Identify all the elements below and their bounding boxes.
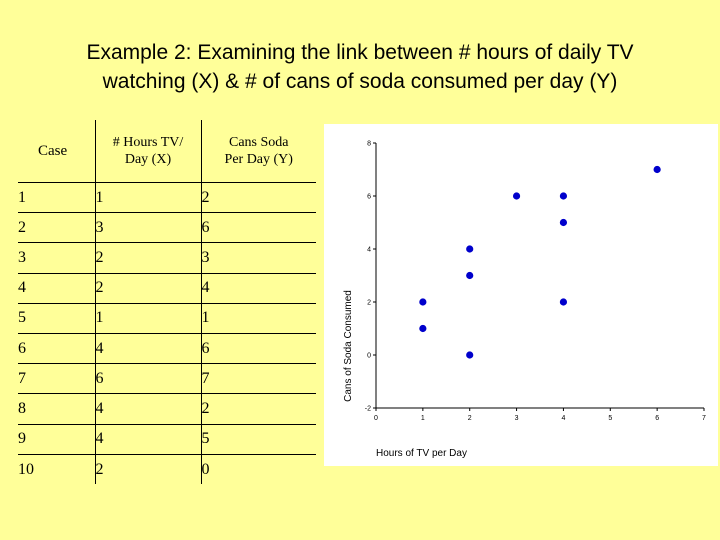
- table-row: [18, 394, 316, 424]
- table-row: [18, 424, 316, 454]
- cell-hours: 4: [95, 424, 201, 454]
- table-row: [18, 333, 316, 363]
- cell-soda: 1: [201, 303, 316, 333]
- header-hours-line-2: Day (X): [124, 152, 172, 167]
- title-line-1: Example 2: Examining the link between # hours of daily TV: [86, 41, 634, 64]
- y-tick-label: 8: [367, 140, 371, 148]
- x-tick-label: 7: [702, 415, 706, 422]
- data-point: [466, 351, 473, 358]
- header-hours: [95, 120, 201, 183]
- cell-case: 8: [18, 394, 95, 424]
- y-tick-label: 6: [367, 193, 371, 201]
- table-row: [18, 364, 316, 394]
- data-point: [560, 298, 567, 305]
- cell-case: 5: [18, 303, 95, 333]
- x-tick-label: 5: [608, 415, 613, 422]
- x-tick-label: 4: [561, 415, 566, 422]
- data-point: [466, 245, 473, 252]
- y-axis-ticks: [365, 141, 376, 413]
- cell-hours: 2: [95, 243, 201, 273]
- cell-case: 7: [18, 364, 95, 394]
- x-tick-label: 3: [514, 415, 519, 422]
- cell-case: 6: [18, 333, 95, 363]
- cell-soda: 6: [201, 213, 316, 243]
- y-tick-label: 4: [367, 246, 371, 254]
- cell-soda: 7: [201, 364, 316, 394]
- cell-hours: 2: [95, 273, 201, 303]
- table-row: [18, 183, 316, 213]
- cell-case: 1: [18, 183, 95, 213]
- x-tick-label: 2: [467, 415, 472, 422]
- x-tick-label: 0: [374, 415, 378, 422]
- header-hours-line-1: # Hours TV/: [112, 135, 184, 150]
- cell-case: 9: [18, 424, 95, 454]
- cell-soda: 2: [201, 183, 316, 213]
- data-point: [513, 192, 520, 199]
- x-axis-ticks: [374, 408, 706, 422]
- header-soda-line-1: Cans Soda: [229, 135, 289, 150]
- scatter-chart: [324, 124, 718, 466]
- header-soda-line-2: Per Day (Y): [224, 152, 293, 167]
- table-header-row: [18, 120, 316, 183]
- x-tick-label: 1: [420, 415, 425, 422]
- title-line-2: watching (X) & # of cans of soda consumed per day (Y): [102, 70, 618, 93]
- data-table: [18, 120, 316, 484]
- table-row: [18, 213, 316, 243]
- cell-soda: 6: [201, 333, 316, 363]
- table-row: [18, 243, 316, 273]
- x-axis-label: Hours of TV per Day: [376, 448, 467, 459]
- header-soda: [201, 120, 316, 183]
- cell-hours: 1: [95, 183, 201, 213]
- cell-hours: 6: [95, 364, 201, 394]
- scatter-chart-panel: [324, 124, 718, 466]
- cell-hours: 1: [95, 303, 201, 333]
- data-point: [560, 219, 567, 226]
- cell-soda: 4: [201, 273, 316, 303]
- data-point: [419, 325, 426, 332]
- data-point: [560, 192, 567, 199]
- cell-hours: 4: [95, 333, 201, 363]
- cell-soda: 5: [201, 424, 316, 454]
- cell-case: 10: [18, 454, 95, 484]
- y-tick-label: -2: [364, 405, 371, 413]
- cell-case: 2: [18, 213, 95, 243]
- table-row: [18, 454, 316, 484]
- cell-soda: 2: [201, 394, 316, 424]
- header-case: Case: [18, 120, 95, 183]
- cell-case: 3: [18, 243, 95, 273]
- data-points: [419, 166, 660, 359]
- data-point: [466, 272, 473, 279]
- cell-soda: 0: [201, 454, 316, 484]
- data-point: [654, 166, 661, 173]
- cell-hours: 4: [95, 394, 201, 424]
- slide-title: [20, 38, 700, 96]
- cell-soda: 3: [201, 243, 316, 273]
- cell-case: 4: [18, 273, 95, 303]
- y-axis-label: Cans of Soda Consumed: [343, 290, 354, 402]
- chart-axes: [376, 143, 704, 408]
- y-tick-label: 2: [367, 299, 371, 307]
- cell-hours: 3: [95, 213, 201, 243]
- table-row: [18, 303, 316, 333]
- table-row: [18, 273, 316, 303]
- x-tick-label: 6: [655, 415, 660, 422]
- data-point: [419, 298, 426, 305]
- y-tick-label: 0: [367, 352, 371, 360]
- cell-hours: 2: [95, 454, 201, 484]
